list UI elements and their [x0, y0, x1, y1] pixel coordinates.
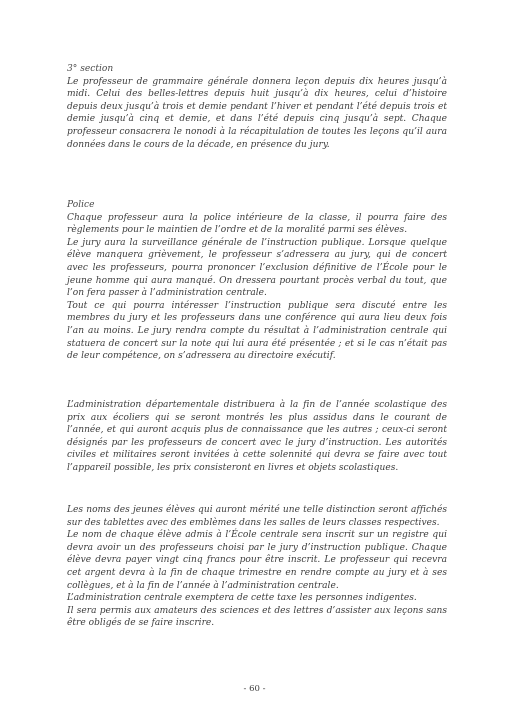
names-paragraph-1: Les noms des jeunes élèves qui auront mérité une telle distinction seront affichés sur des tablettes avec des emblèmes dans les salles de leurs classes respectives. [67, 505, 447, 528]
section-3-block [67, 63, 447, 151]
prize-distribution-block [67, 399, 447, 475]
page-number: - 60 - [243, 684, 266, 694]
police-heading: Police [67, 200, 95, 210]
student-names-block [67, 504, 447, 630]
section-3-paragraph: Le professeur de grammaire générale donnera leçon depuis dix heures jusqu’à midi. Celui des belles-lettres depuis huit jusqu’à dix heures, celui d’histoire depuis deux jusqu’à trois et demie pendant l’hiver et pendant l’été depuis trois et demie jusqu’à cinq et demie, et dans l’été depuis cinq jusqu’à sept. Chaque professeur consacrera le nonodi à la récapitulation de toutes les leçons qu’il aura données dans le cours de la décade, en présence du jury. [67, 76, 447, 150]
police-paragraph-2: Le jury aura la surveillance générale de l’instruction publique. Lorsque quelque élève manquera grièvement, le professeur s’adressera au jury, qui de concert avec les professeurs, pourra prononcer l’exclusion définitive de l’École pour le jeune homme qui aura manqué. On dressera pourtant procès verbal du tout, que l’on fera passer à l’administration centrale. [67, 237, 447, 299]
police-paragraph-1: Chaque professeur aura la police intérieure de la classe, il pourra faire des règlements pour le maintien de l’ordre et de la moralité parmi ses élèves. [67, 212, 447, 236]
police-block [67, 199, 447, 363]
section-3-heading: 3° section [67, 64, 114, 74]
names-paragraph-3: L’administration centrale exemptera de cette taxe les personnes indigentes. [67, 593, 417, 604]
prize-distribution-paragraph: L’administration départementale distribuera à la fin de l’année scolastique des prix aux écoliers qui se seront montrés les plus assidus dans le courant de l’année, et qui auront acquis plus de connaissance que les autres ; ceux-ci seront désignés par les professeurs de concert avec le jury d’instruction. Les autorités civiles et militaires seront invitées à cette solennité qui devra se faire avec tout l’appareil possible, les prix consisteront en livres et objets scolastiques. [67, 400, 447, 473]
names-paragraph-4: Il sera permis aux amateurs des sciences et des lettres d’assister aux leçons sans être obligés de se faire inscrire. [67, 605, 447, 629]
names-paragraph-2: Le nom de chaque élève admis à l’École centrale sera inscrit sur un registre qui devra avoir un des professeurs choisi par le jury d’instruction publique. Chaque élève devra payer vingt cinq francs pour être inscrit. Le professeur qui recevra cet argent devra à la fin de chaque trimestre en rendre compte au jury et à ses collègues, et à la fin de l’année à l’administration centrale. [67, 530, 447, 591]
police-paragraph-3: Tout ce qui pourra intéresser l’instruction publique sera discuté entre les membres du jury et les professeurs dans une conférence qui aura lieu deux fois l’an au moins. Le jury rendra compte du résultat à l’administration centrale qui statuera de concert sur la note qui lui aura été présentée ; et si le cas n’était pas de leur compétence, on s’adressera au directoire exécutif. [67, 300, 447, 362]
